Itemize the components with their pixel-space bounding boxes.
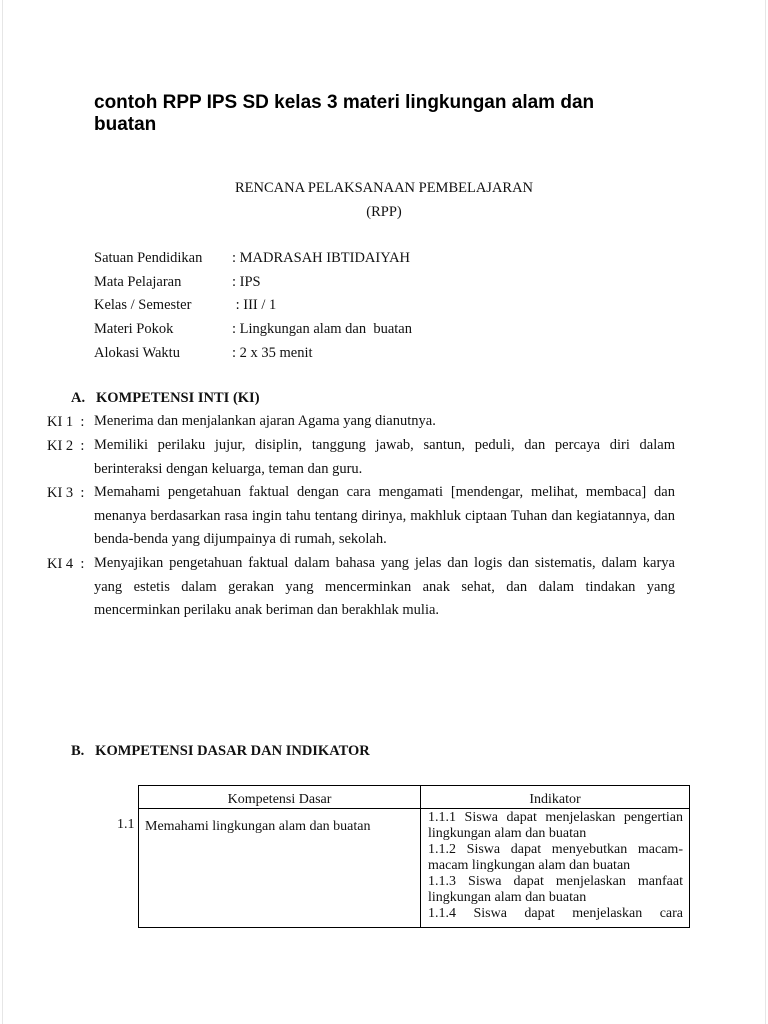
table-header-row bbox=[139, 786, 690, 809]
ki-text: Memahami pengetahuan faktual dengan cara mengamati [mendengar, melihat, membaca] dan menanya berdasarkan rasa ingin tahu tentang dirinya, makhluk ciptaan Tuhan dan kegiatannya, dan benda-benda yang dijumpainya di rumah, sekolah. bbox=[94, 484, 675, 547]
identity-label: Alokasi Waktu bbox=[94, 345, 180, 361]
ki-code: KI 1 : bbox=[47, 414, 85, 430]
identity-value: : III / 1 bbox=[232, 297, 277, 313]
ki-text: Memiliki perilaku jujur, disiplin, tanggung jawab, santun, peduli, dan percaya diri dalam berinteraksi dengan keluarga, teman dan guru. bbox=[94, 437, 675, 477]
rpp-subheading: (RPP) bbox=[366, 204, 402, 220]
identity-value: : MADRASAH IBTIDAIYAH bbox=[232, 250, 411, 266]
identity-value: : Lingkungan alam dan buatan bbox=[232, 321, 412, 337]
table-header-indikator: Indikator bbox=[421, 786, 690, 809]
table-bottom-border bbox=[138, 927, 690, 928]
indicator-item: 1.1.3 Siswa dapat menjelaskan manfaat lingkungan alam dan buatan bbox=[428, 874, 683, 905]
ki-code: KI 4 : bbox=[47, 556, 85, 572]
kd-cell: Memahami lingkungan alam dan buatan bbox=[139, 809, 421, 928]
ki-text: Menyajikan pengetahuan faktual dalam bahasa yang jelas dan logis dan sistematis, dalam karya yang estetis dalam gerakan yang mencerminkan anak sehat, dan dalam tindakan yang mencerminkan perilaku anak beriman dan berakhlak mulia. bbox=[94, 555, 675, 618]
identity-value: : IPS bbox=[232, 274, 261, 290]
identity-label: Materi Pokok bbox=[94, 321, 174, 337]
kd-indicator-table bbox=[138, 785, 690, 928]
section-b-heading: B. KOMPETENSI DASAR DAN INDIKATOR bbox=[71, 743, 370, 759]
indicator-item: 1.1.2 Siswa dapat menyebutkan macam-macam lingkungan alam dan buatan bbox=[428, 842, 683, 873]
page-title: contoh RPP IPS SD kelas 3 materi lingkungan alam dan buatan bbox=[94, 92, 595, 135]
ki-code: KI 3 : bbox=[47, 485, 85, 501]
section-a-heading: A. KOMPETENSI INTI (KI) bbox=[71, 390, 260, 406]
table-row bbox=[139, 809, 690, 928]
indicator-cell bbox=[421, 809, 690, 928]
indicator-item: 1.1.1 Siswa dapat menjelaskan pengertian lingkungan alam dan buatan bbox=[428, 810, 683, 841]
indicator-item: 1.1.4 Siswa dapat menjelaskan cara bbox=[428, 906, 683, 921]
identity-value: : 2 x 35 menit bbox=[232, 345, 313, 361]
identity-label: Kelas / Semester bbox=[94, 297, 192, 313]
ki-code: KI 2 : bbox=[47, 438, 85, 454]
identity-label: Mata Pelajaran bbox=[94, 274, 182, 290]
ki-text: Menerima dan menjalankan ajaran Agama yang dianutnya. bbox=[94, 413, 436, 429]
rpp-heading: RENCANA PELAKSANAAN PEMBELAJARAN bbox=[234, 180, 534, 196]
kd-number: 1.1 bbox=[117, 817, 135, 832]
identity-label: Satuan Pendidikan bbox=[94, 250, 203, 266]
table-header-kd: Kompetensi Dasar bbox=[139, 786, 421, 809]
